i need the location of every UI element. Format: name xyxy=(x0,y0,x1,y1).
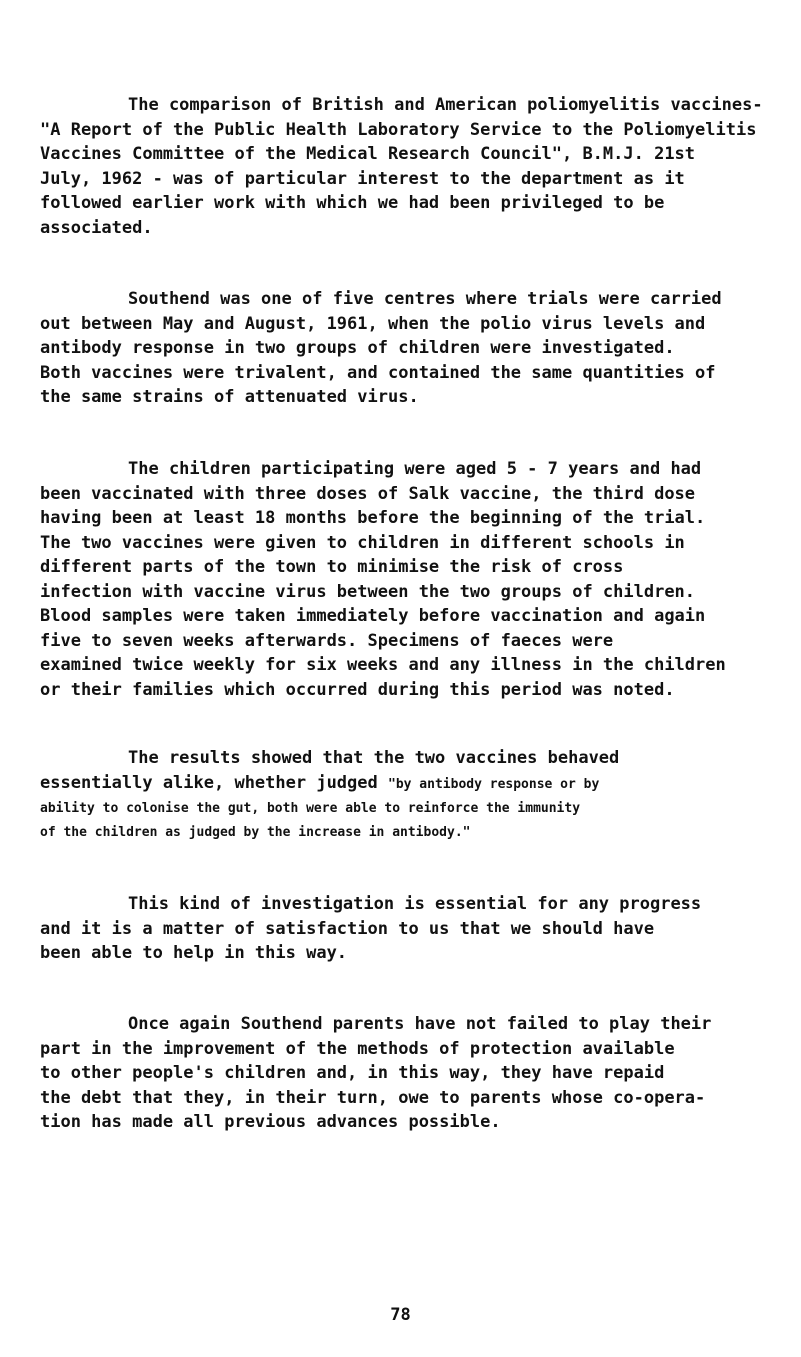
quoted-text-line: of the children as judged by the increase in antibody." xyxy=(40,824,471,840)
text-line: or their families which occurred during this period was noted. xyxy=(40,679,675,700)
quoted-text: "by antibody response or by xyxy=(388,776,600,792)
text-line: Southend was one of five centres where trials were carried xyxy=(128,289,722,309)
text-line: This kind of investigation is essential for any progress xyxy=(128,894,702,914)
text-line: Blood samples were taken immediately before vaccination and again xyxy=(40,606,706,626)
text-line: associated. xyxy=(40,217,153,238)
text-line: and it is a matter of satisfaction to us that we should have xyxy=(40,918,655,939)
text-line: antibody response in two groups of children were investigated. xyxy=(40,338,675,358)
text-line: part in the improvement of the methods of protection available xyxy=(40,1038,675,1059)
text-line: The comparison of British and American poliomyelitis vaccines- xyxy=(128,95,763,115)
text-line: tion has made all previous advances possible. xyxy=(40,1112,501,1132)
text-line: Vaccines Committee of the Medical Research Council", B.M.J. 21st xyxy=(40,144,696,164)
text-line: The children participating were aged 5 - 7 years and had xyxy=(128,459,702,479)
text-line: examined twice weekly for six weeks and any illness in the children xyxy=(40,655,726,675)
quoted-text-line: ability to colonise the gut, both were able to reinforce the immunity xyxy=(40,800,581,816)
paragraph-children-participating xyxy=(40,457,770,702)
text-line: out between May and August, 1961, when the polio virus levels and xyxy=(40,313,706,334)
text-line: been able to help in this way. xyxy=(40,943,348,963)
text-line: five to seven weeks afterwards. Specimens of faeces were xyxy=(40,630,614,651)
text-line: July, 1962 - was of particular interest to the department as it xyxy=(40,168,685,189)
text-line: Both vaccines were trivalent, and contained the same quantities of xyxy=(40,362,716,383)
text-line xyxy=(40,771,770,797)
text-line: the same strains of attenuated virus. xyxy=(40,387,419,407)
text-line: The results showed that the two vaccines behaved xyxy=(128,748,620,768)
text-line: to other people's children and, in this way, they have repaid xyxy=(40,1063,665,1083)
text-line: been vaccinated with three doses of Salk vaccine, the third dose xyxy=(40,483,696,504)
paragraph-results xyxy=(40,746,770,845)
paragraph-southend-parents xyxy=(40,1012,770,1135)
paragraph-southend-trials xyxy=(40,287,770,410)
text-line: the debt that they, in their turn, owe to parents whose co-opera- xyxy=(40,1087,706,1108)
text-line: different parts of the town to minimise the risk of cross xyxy=(40,557,624,577)
text-line: having been at least 18 months before the beginning of the trial. xyxy=(40,508,706,528)
text-line: "A Report of the Public Health Laboratory Service to the Poliomyelitis xyxy=(40,119,757,140)
text-line: followed earlier work with which we had been privileged to be xyxy=(40,193,665,213)
page-number: 78 xyxy=(390,1305,411,1325)
text-line: infection with vaccine virus between the two groups of children. xyxy=(40,581,696,602)
text-line: The two vaccines were given to children in different schools in xyxy=(40,532,685,553)
paragraph-vaccine-comparison xyxy=(40,93,770,240)
paragraph-investigation xyxy=(40,892,770,966)
text-segment: essentially alike, whether judged xyxy=(40,772,388,793)
text-line: Once again Southend parents have not failed to play their xyxy=(128,1014,712,1034)
